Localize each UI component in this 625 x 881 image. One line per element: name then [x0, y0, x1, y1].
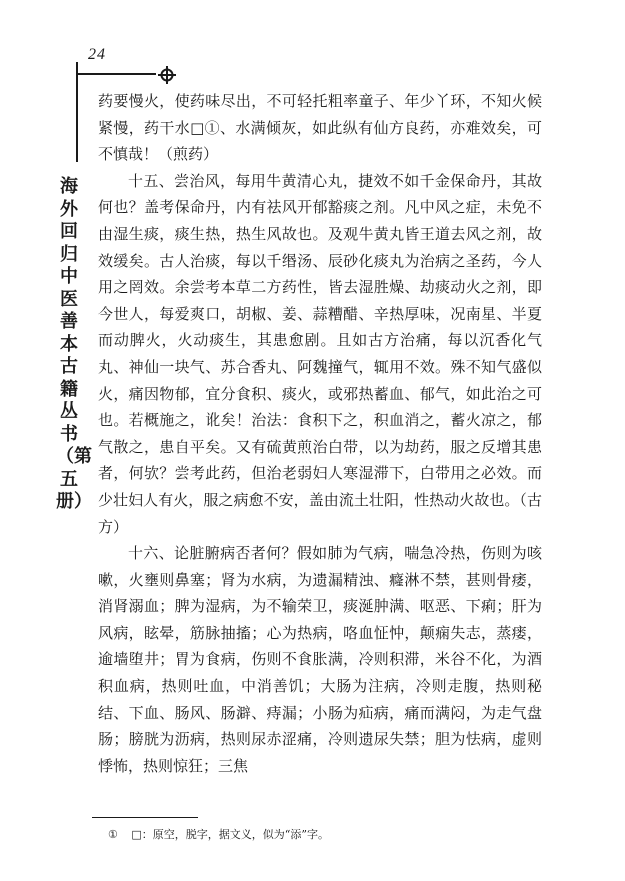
paragraph-decoction: 药要慢火，使药味尽出，不可轻托粗率童子、年少丫环，不知火候紧慢，药干水□①、水满倾灰，如此纵有仙方良药，亦难效矣，可不慎哉！（煎药） — [98, 92, 542, 164]
series-title: 海外回归中医善本古籍丛书（第五册） — [56, 176, 92, 512]
footnote-rule — [92, 817, 198, 818]
footnote-text: □：原空，脱字，据文义，似为“添”字。 — [131, 828, 330, 841]
margin-rule — [76, 62, 78, 162]
footnote-marker: ① — [108, 828, 118, 841]
paragraph-fifteen: 十五、尝治风，每用牛黄清心丸，捷效不如千金保命丹，其故何也？盖考保命丹，内有祛风开郁豁痰之剂。凡中风之症，未免不由湿生痰，痰生热，热生风故也。及观牛黄丸皆王道去风之剂，故效缓矣。古人治痰，每以千缗汤、辰砂化痰丸为治病之圣药，今人用之罔效。余尝考本草二方药性，皆去湿胜燥、劫痰动火之剂，即今世人，每爱爽口，胡椒、姜、蒜糟醋、辛热厚味，况南星、半夏而动脾火，火动痰生，其患愈剧。且如古方治痛，每以沉香化气丸、神仙一块气、苏合香丸、阿魏撞气，辄用不效。殊不知气盛似火，痛因物郁，宜分食积、痰火，或邪热蓄血、郁气，如此治之可也。若概施之，讹矣！治法：食积下之，积血消之，蓄火凉之，郁气散之，患自平矣。又有硫黄煎治白带，以为劫药，服之反增其患者，何欤？尝考此药，但治老弱妇人寒湿滞下，白带用之必效。而少壮妇人有火，服之病愈不安，盖由流土壮阳，性热动火故也。（古方） — [98, 171, 542, 536]
page-number: 24 — [88, 46, 106, 63]
footnote — [108, 828, 329, 842]
header-rule — [76, 73, 156, 75]
ornament-icon — [156, 64, 178, 86]
body-text — [98, 88, 542, 779]
paragraph-sixteen: 十六、论脏腑病否者何？假如肺为气病，喘急冷热，伤则为咳嗽，火壅则鼻塞；肾为水病，为遗漏精浊、癃淋不禁，甚则骨痿，消肾溺血；脾为湿病，为不输荣卫，痰涎肿满、呕恶、下痢；肝为风病，眩晕，筋脉抽搐；心为热病，咯血怔忡，颠痫失志，蒸瘘，逾墙堕井；胃为食病，伤则不食胀满，冷则积滞，米谷不化，为酒积血病，热则吐血，中消善饥；大肠为注病，冷则走腹，热则秘结、下血、肠风、肠澼、痔漏；小肠为疝病，痛而满闷，为走气盘肠；膀胱为沥病，热则尿赤涩痛，冷则遗尿失禁；胆为怯病，虚则悸怖，热则惊狂；三焦 — [98, 544, 542, 775]
